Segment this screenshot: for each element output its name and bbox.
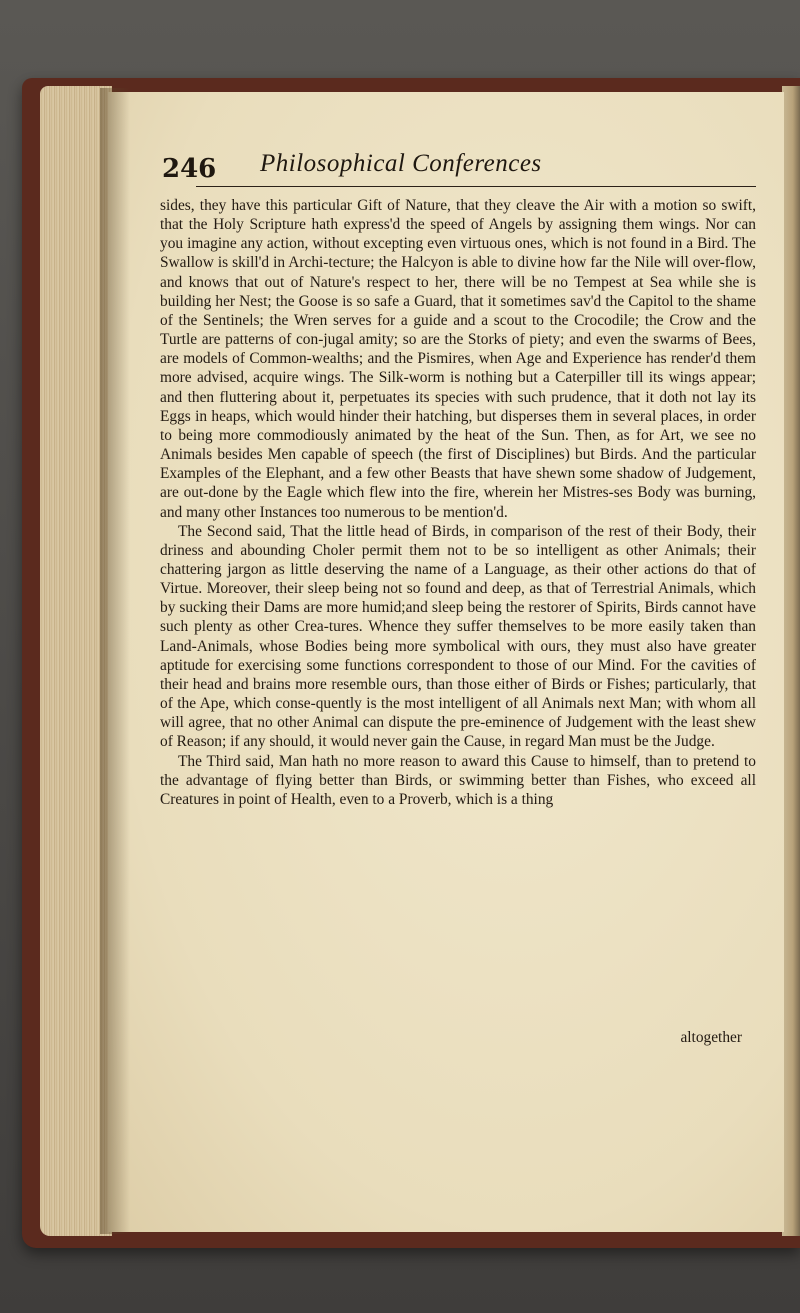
page-right-edge: [782, 86, 800, 1236]
running-head: Philosophical Conferences: [260, 150, 542, 177]
catchword: altogether: [680, 1029, 742, 1046]
body-text: [160, 196, 756, 809]
paragraph-3: The Third said, Man hath no more reason to award this Cause to himself, than to pretend to the advantage of flying better than Birds, or swimming better than Fishes, who exceed all Creatures in point of Health, even to a Proverb, which is a thing: [160, 752, 756, 808]
page-number: 246: [162, 154, 217, 184]
paragraph-1: sides, they have this particular Gift of Nature, that they cleave the Air with a motion so swift, that the Holy Scripture hath express'd the speed of Angels by assigning them wings. Nor can you imagine any action, without excepting even virtuous ones, which is not found in a Bird. The Swallow is skill'd in Archi-tecture; the Halcyon is able to divine how far the Nile will over-flow, and knows that out of Nature's respect to her, there will be no Tempest at Sea while she is building her Nest; the Goose is so safe a Guard, that it sometimes sav'd the Capitol to the shame of the Sentinels; the Wren serves for a guide and a scout to the Crocodile; the Crow and the Turtle are patterns of con-jugal amity; so are the Storks of piety; and even the swarms of Bees, are models of Common-wealths; and the Pismires, when Age and Experience has render'd them more advised, acquire wings. The Silk-worm is nothing but a Caterpiller till its wings appear; and then fluttering about it, perpetuates its species with such prudence, that it doth not lay its Eggs in heaps, which would hinder their hatching, but disperses them in several places, in order to being more commodiously animated by the heat of the Sun. Then, as for Art, we see no Animals besides Men capable of speech (the first of Disciplines) but Birds. And the particular Examples of the Elephant, and a few other Beasts that have shewn some shadow of Judgement, are out-done by the Eagle which flew into the fire, wherein her Mistres-ses Body was burning, and many other Instances too numerous to be mention'd.: [160, 197, 756, 521]
header-rule: [196, 186, 756, 187]
gutter-shadow: [100, 88, 130, 1234]
paragraph-2: The Second said, That the little head of Birds, in comparison of the rest of their Body, their driness and abounding Choler permit them not to be so intelligent as other Animals; their chattering jargon as little deserving the name of a Language, as their other actions do that of Virtue. Moreover, their sleep being not so found and deep, as that of Terrestrial Animals, which by sucking their Dams are more humid;and sleep being the restorer of Spirits, Birds cannot have such plenty as other Crea-tures. Whence they suffer themselves to be more easily taken than Land-Animals, whose Bodies being more symbolical with ours, they must also have greater aptitude for exercising some functions correspondent to those of our Mind. For the cavities of their head and brains more resemble ours, than those either of Birds or Fishes; particularly, that of the Ape, which conse-quently is the most intelligent of all Animals next Man; with whom all will agree, that no other Animal can dispute the pre-eminence of Judgement with the least shew of Reason; if any should, it would never gain the Cause, in regard Man must be the Judge.: [160, 522, 756, 751]
